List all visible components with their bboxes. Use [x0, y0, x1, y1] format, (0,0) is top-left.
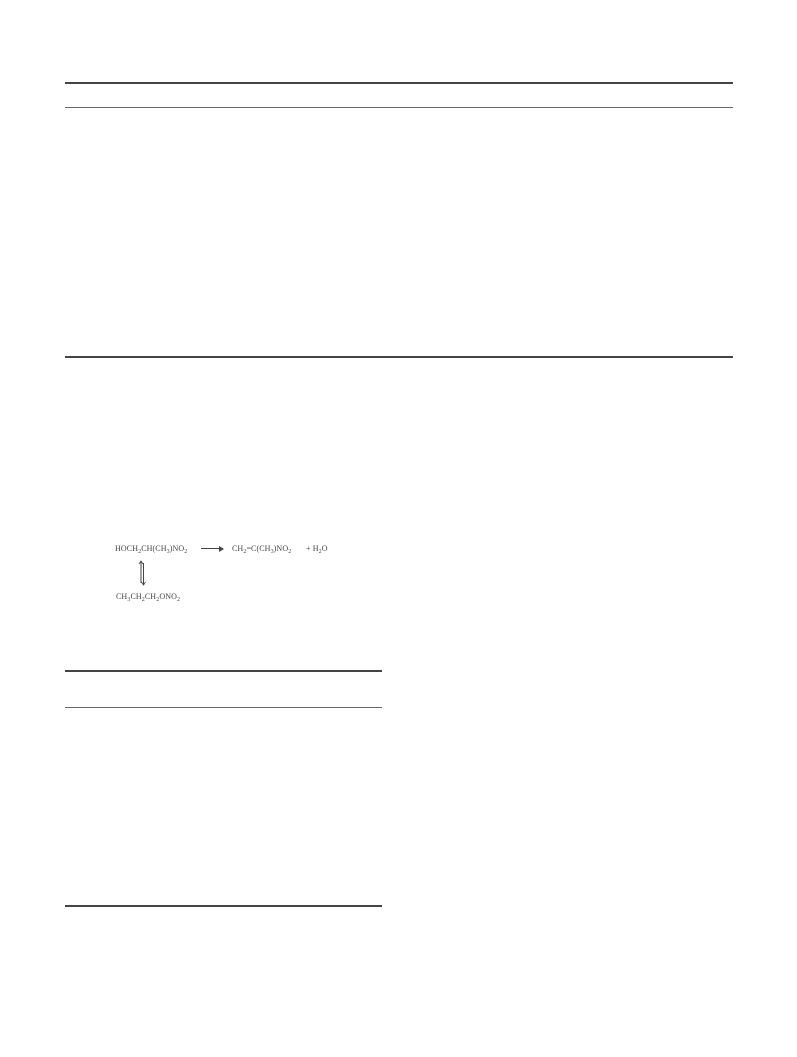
reaction-arrow [201, 548, 223, 549]
reaction-scheme [108, 536, 348, 612]
table-header-rule [65, 107, 733, 108]
water-byproduct: + $H_2O$ [306, 544, 328, 555]
table-top-rule [65, 82, 733, 84]
table-bottom-rule [65, 356, 733, 358]
isomer-formula: $CH_3CH_2CH_2ONO_2$ [116, 592, 181, 603]
table2-top-rule [65, 670, 382, 672]
reactant-formula: $HOCH_2CH(CH_3)NO_2$ [115, 544, 188, 555]
equilibrium-arrow-icon [138, 560, 146, 586]
table2-header-rule [65, 707, 382, 708]
product-formula: $CH_2=C(CH_3)NO_2$ [232, 544, 292, 555]
table2-bottom-rule [65, 905, 382, 907]
